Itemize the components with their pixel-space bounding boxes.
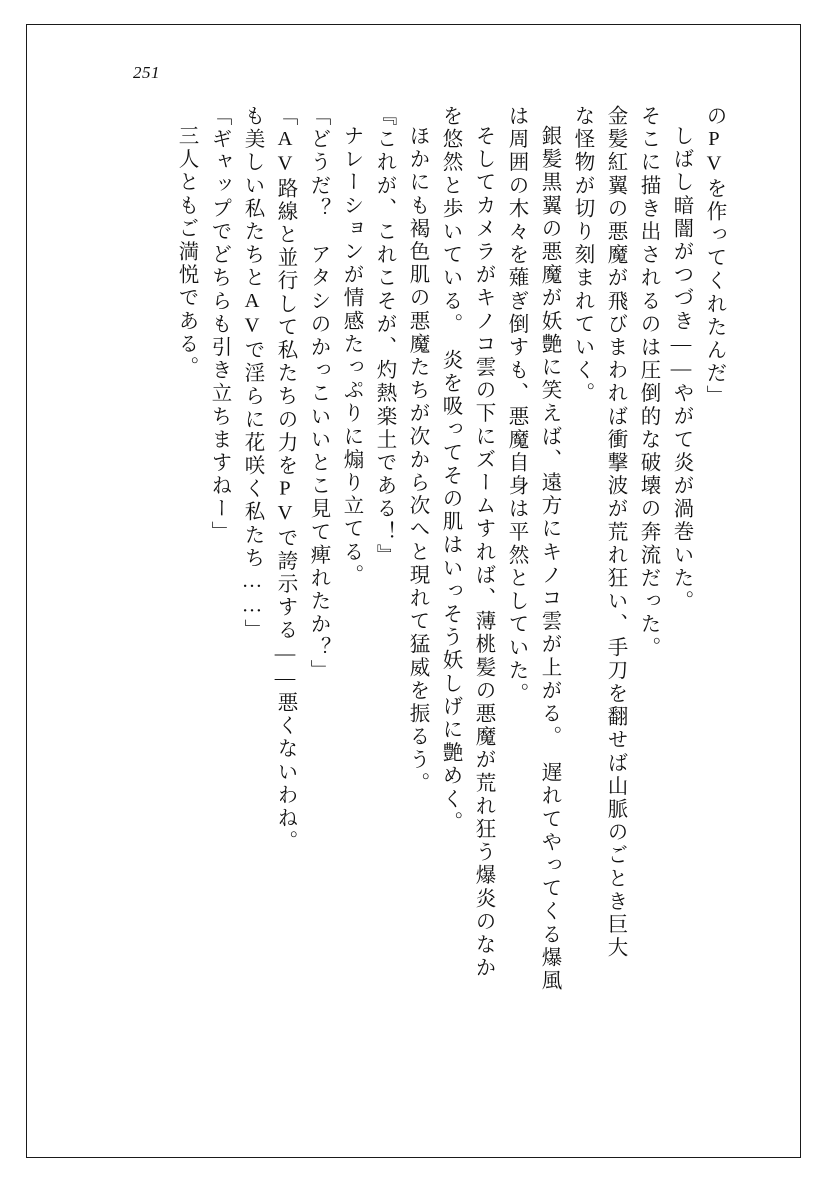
- vertical-body-text: [90, 105, 730, 1105]
- page-number: 251: [133, 63, 160, 82]
- text-line: しばし暗闇がつづき——やがて炎が渦巻いた。: [670, 125, 692, 614]
- text-line: 銀髪黒翼の悪魔が妖艶に笑えば、遠方にキノコ雲が上がる。 遅れてやってくる爆風: [538, 125, 560, 993]
- text-line: 金髪紅翼の悪魔が飛びまわれば衝撃波が荒れ狂い、手刀を翻せば山脈のごとき巨大: [604, 105, 626, 960]
- text-line: 三人ともご満悦である。: [175, 125, 197, 380]
- text-line: ほかにも褐色肌の悪魔たちが次から次へと現れて猛威を振るう。: [406, 125, 428, 795]
- text-line: 『これが、これこそが、灼熱楽土である！』: [373, 105, 395, 567]
- text-line: を悠然と歩いている。 炎を吸ってその肌はいっそう妖しげに艶めく。: [439, 105, 461, 834]
- text-line: そしてカメラがキノコ雲の下にズームすれば、薄桃髪の悪魔が荒れ狂う爆炎のなか: [472, 125, 494, 980]
- text-line: そこに描き出されるのは圧倒的な破壊の奔流だった。: [637, 105, 659, 660]
- text-line: も美しい私たちとAVで淫らに花咲く私たち……」: [241, 105, 263, 643]
- text-line: 「AV路線と並行して私たちの力をPVで誇示する——悪くないわね。: [274, 105, 296, 854]
- text-line: な怪物が切り刻まれていく。: [571, 105, 593, 406]
- text-line: ナレーションが情感たっぷりに煽り立てる。: [340, 125, 362, 587]
- text-line: 「どうだ？ アタシのかっこいいとこ見て痺れたか？」: [307, 105, 329, 683]
- text-line: 「ギャップでどちらも引き立ちますねー」: [208, 105, 230, 544]
- text-line: は周囲の木々を薙ぎ倒すも、悪魔自身は平然としていた。: [505, 105, 527, 706]
- text-line: のPVを作ってくれたんだ」: [703, 105, 725, 409]
